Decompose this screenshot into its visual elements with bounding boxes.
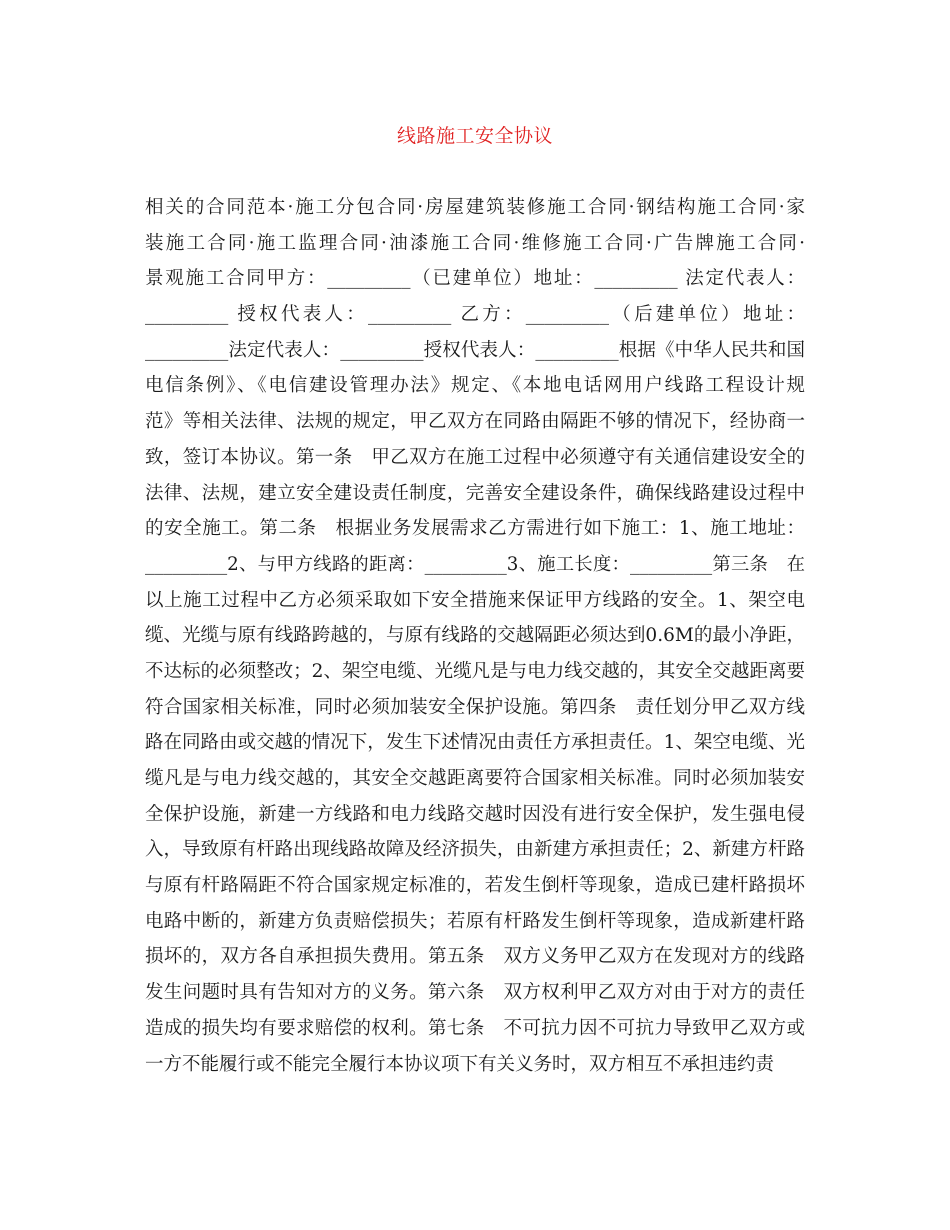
- body-line: _________ 授权代表人：_________ 乙方：_________（后建单位）地址：: [145, 304, 805, 326]
- body-line: 与原有杆路隔距不符合国家规定标准的，若发生倒杆等现象，造成已建杆路损坏: [145, 875, 805, 897]
- body-line: 全保护设施，新建一方线路和电力线路交越时因没有进行安全保护，发生强电侵: [145, 803, 805, 825]
- body-line: 致，签订本协议。第一条 甲乙双方在施工过程中必须遵守有关通信建设安全的: [145, 446, 805, 468]
- body-line: 法律、法规，建立安全建设责任制度，完善安全建设条件，确保线路建设过程中: [145, 482, 805, 504]
- body-line: _________法定代表人：_________授权代表人：_________根据《中华人民共和国: [145, 339, 805, 361]
- body-line: 相关的合同范本·施工分包合同·房屋建筑装修施工合同·钢结构施工合同·家: [145, 197, 805, 218]
- body-line: 电路中断的，新建方负责赔偿损失；若原有杆路发生倒杆等现象，造成新建杆路: [145, 910, 805, 932]
- body-line: 符合国家相关标准，同时必须加装安全保护设施。第四条 责任划分甲乙双方线: [145, 696, 805, 718]
- body-line: 的安全施工。第二条 根据业务发展需求乙方需进行如下施工：1、施工地址：: [145, 518, 805, 540]
- body-line: 范》等相关法律、法规的规定，甲乙双方在同路由隔距不够的情况下，经协商一: [145, 411, 805, 433]
- body-line: 造成的损失均有要求赔偿的权利。第七条 不可抗力因不可抗力导致甲乙双方或: [145, 1017, 805, 1039]
- document-body: [145, 190, 805, 1082]
- body-line: 缆凡是与电力线交越的，其安全交越距离要符合国家相关标准。同时必须加装安: [145, 768, 805, 789]
- body-line: 损坏的，双方各自承担损失费用。第五条 双方义务甲乙双方在发现对方的线路: [145, 946, 805, 968]
- body-line: 以上施工过程中乙方必须采取如下安全措施来保证甲方线路的安全。1、架空电: [145, 589, 805, 611]
- body-line: 发生问题时具有告知对方的义务。第六条 双方权利甲乙双方对由于对方的责任: [145, 982, 805, 1004]
- body-line: 入，导致原有杆路出现线路故障及经济损失，由新建方承担责任；2、新建方杆路: [145, 839, 805, 861]
- body-line: 装施工合同·施工监理合同·油漆施工合同·维修施工合同·广告牌施工合同·: [145, 232, 805, 254]
- document-title: 线路施工安全协议: [396, 125, 553, 147]
- body-line: 景观施工合同甲方：_________（已建单位）地址：_________ 法定代表人：: [145, 268, 805, 290]
- body-line: 缆、光缆与原有线路跨越的，与原有线路的交越隔距必须达到0.6M的最小净距，: [145, 625, 805, 647]
- body-line: 一方不能履行或不能完全履行本协议项下有关义务时，双方相互不承担违约责: [145, 1053, 775, 1075]
- body-line: 不达标的必须整改；2、架空电缆、光缆凡是与电力线交越的，其安全交越距离要: [145, 660, 805, 682]
- body-line: 路在同路由或交越的情况下，发生下述情况由责任方承担责任。1、架空电缆、光: [145, 732, 805, 754]
- body-line: _________2、与甲方线路的距离：_________3、施工长度：_________第三条 在: [145, 553, 805, 575]
- body-line: 电信条例》、《电信建设管理办法》规定、《本地电话网用户线路工程设计规: [145, 375, 805, 397]
